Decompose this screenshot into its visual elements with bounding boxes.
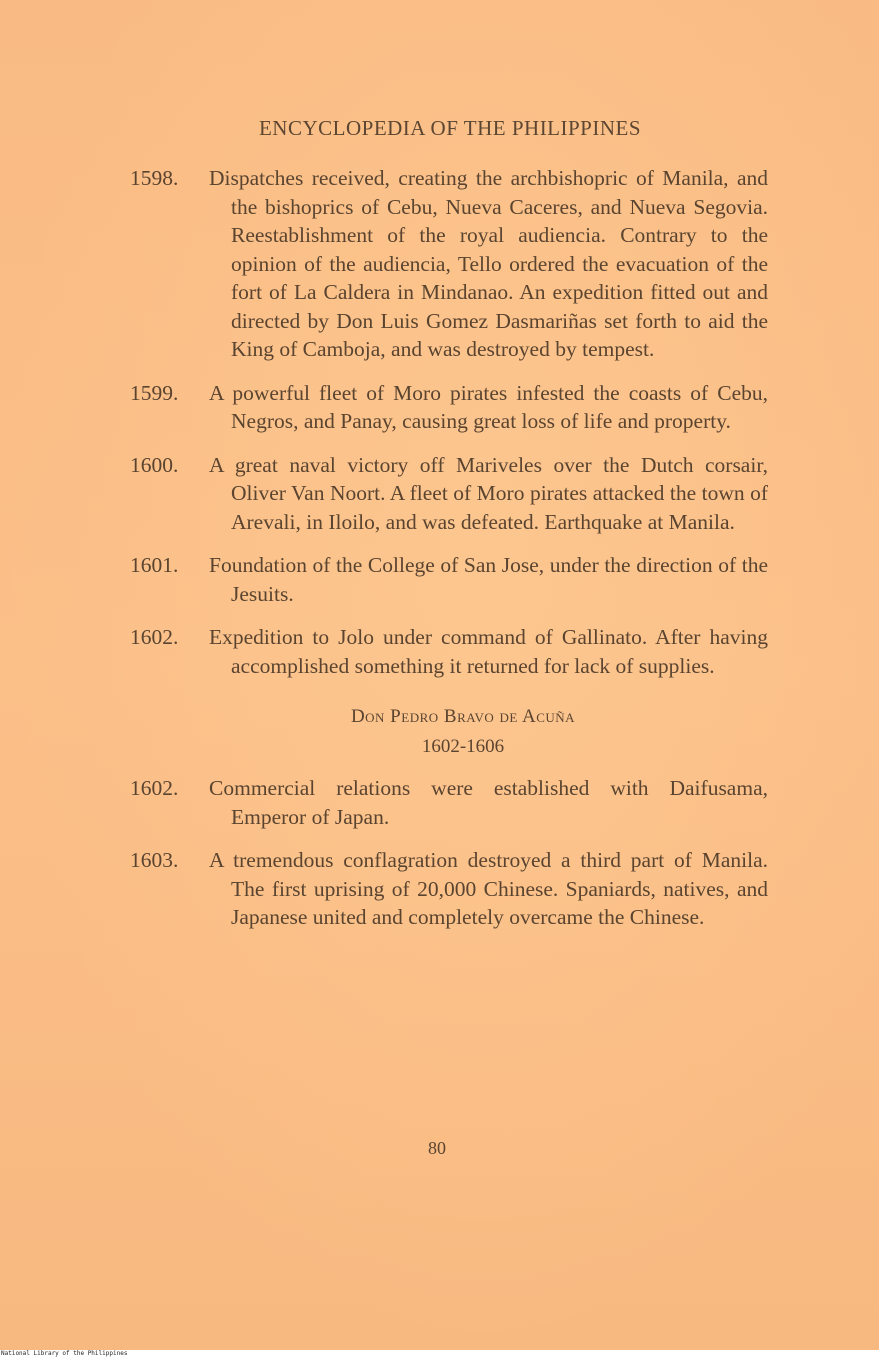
entry-year: 1600. (130, 452, 179, 477)
entry-text: Dispatches received, creating the archbishopric of Manila, and the bishoprics of Cebu, Nueva Caceres, and Nueva Segovia. Reestablishment of the royal audiencia. Contrary to the opinion of the audiencia, Tello ordered the evacuation of the fort of La Caldera in Mindanao. An expedition fitted out and directed by Don Luis Gomez Dasmariñas set forth to aid the King of Camboja, and was destroyed by tempest. (209, 166, 768, 361)
entry-1603 (128, 846, 768, 932)
entry-year: 1601. (130, 553, 179, 577)
chronology-entries (128, 164, 768, 947)
running-head: ENCYCLOPEDIA OF THE PHILIPPINES (258, 116, 642, 140)
footer-credit: National Library of the Philippines (1, 1350, 128, 1357)
section-ruler-name: Don Pedro Bravo de Acuña (350, 706, 576, 727)
entry-text: A powerful fleet of Moro pirates infested the coasts of Cebu, Negros, and Panay, causing great loss of life and property. (209, 380, 768, 433)
entry-1601 (128, 551, 768, 608)
entry-text: A tremendous conflagration destroyed a third part of Manila. The first uprising of 20,000 Chinese. Spaniards, natives, and Japanese united and completely overcame the Chinese. (209, 848, 768, 929)
section-years: 1602-1606 (421, 736, 505, 757)
section-heading (128, 702, 768, 762)
entry-year: 1599. (130, 380, 179, 405)
page-number: 80 (428, 1138, 446, 1158)
entry-text: A great naval victory off Mariveles over the Dutch corsair, Oliver Van Noort. A fleet of Moro pirates attacked the town of Arevali, in Iloilo, and was defeated. Earthquake at Manila. (209, 452, 768, 534)
entry-year: 1602. (130, 776, 179, 800)
entry-year: 1603. (130, 848, 179, 872)
footer-strip (0, 1350, 879, 1358)
entry-1599 (128, 379, 768, 436)
entry-text: Foundation of the College of San Jose, under the direction of the Jesuits. (209, 553, 768, 606)
entry-year: 1598. (130, 166, 179, 190)
entry-1598 (128, 164, 768, 364)
entry-text: Expedition to Jolo under command of Gallinato. After having accomplished something it returned for lack of supplies. (209, 625, 768, 678)
entry-year: 1602. (130, 625, 179, 649)
entry-1600 (128, 451, 768, 537)
entry-1602-expedition (128, 623, 768, 680)
entry-1602-commerce (128, 774, 768, 831)
entry-text: Commercial relations were established with Daifusama, Emperor of Japan. (209, 776, 768, 829)
